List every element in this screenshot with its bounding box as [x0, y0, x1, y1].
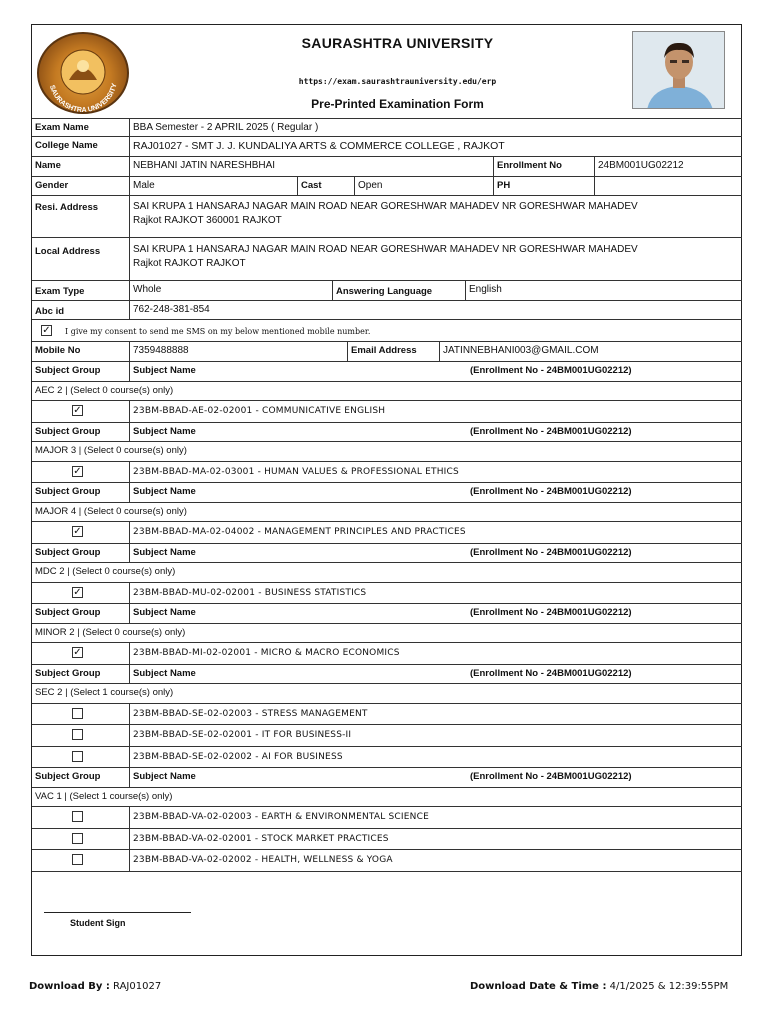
subject-name: 23BM-BBAD-MA-02-04002 - MANAGEMENT PRINCIPLES AND PRACTICES — [129, 522, 742, 543]
download-date-value: 4/1/2025 & 12:39:55PM — [609, 981, 729, 992]
subject-group-label: Subject Group — [35, 607, 101, 618]
row-college-name — [32, 137, 742, 157]
resi-address-label: Resi. Address — [35, 202, 99, 213]
cast-label: Cast — [297, 177, 354, 195]
subject-checkbox[interactable]: ✓ — [73, 465, 82, 477]
subject-row — [32, 725, 742, 747]
subject-row — [32, 807, 742, 829]
student-sign-label: Student Sign — [70, 918, 126, 928]
group-title-row — [32, 503, 742, 523]
name-value: NEBHANI JATIN NARESHBHAI — [129, 157, 493, 176]
row-mobile — [32, 342, 742, 362]
resi-address-value — [129, 196, 742, 237]
exam-name-value: BBA Semester - 2 APRIL 2025 ( Regular ) — [129, 119, 742, 136]
subject-row — [32, 850, 742, 872]
row-gender — [32, 177, 742, 196]
answering-language-label: Answering Language — [332, 281, 465, 300]
group-title: SEC 2 | (Select 1 course(s) only) — [35, 687, 174, 698]
abc-id-value: 762-248-381-854 — [129, 301, 742, 319]
name-label: Name — [35, 160, 61, 171]
enrollment-header: (Enrollment No - 24BM001UG02212) — [470, 771, 632, 782]
subject-checkbox[interactable] — [72, 811, 83, 822]
enrollment-header: (Enrollment No - 24BM001UG02212) — [470, 607, 632, 618]
logo-text: SAURASHTRA UNIVERSITY — [47, 82, 119, 112]
subject-name-label: Subject Name (Enrollment No - 24BM001UG02212) — [129, 423, 742, 442]
subject-name-label: Subject Name (Enrollment No - 24BM001UG02212) — [129, 362, 742, 381]
mobile-label: Mobile No — [35, 345, 81, 356]
cast-value: Open — [354, 177, 493, 195]
subject-name: 23BM-BBAD-SE-02-02001 - IT FOR BUSINESS-II — [129, 725, 742, 746]
gender-label: Gender — [35, 180, 69, 191]
row-consent — [32, 320, 742, 342]
subject-row — [32, 643, 742, 665]
download-date — [470, 981, 728, 992]
group-title: VAC 1 | (Select 1 course(s) only) — [35, 790, 173, 802]
enrollment-value: 24BM001UG02212 — [594, 157, 742, 176]
subject-name: 23BM-BBAD-SE-02-02003 - STRESS MANAGEMENT — [129, 704, 742, 725]
subject-checkbox[interactable] — [72, 729, 83, 740]
ph-value — [594, 177, 742, 195]
college-name-value: RAJ01027 - SMT J. J. KUNDALIYA ARTS & COMMERCE COLLEGE , RAJKOT — [129, 137, 742, 156]
local-address-value — [129, 238, 742, 280]
subject-row — [32, 704, 742, 726]
group-title: MAJOR 4 | (Select 0 course(s) only) — [35, 505, 187, 517]
enrollment-label: Enrollment No — [493, 157, 594, 176]
resi-address-line-2: Rajkot RAJKOT 360001 RAJKOT — [133, 215, 282, 226]
subject-name: 23BM-BBAD-MU-02-02001 - BUSINESS STATISTICS — [129, 583, 742, 604]
form-title: Pre-Printed Examination Form — [311, 97, 484, 111]
email-value: JATINNEBHANI003@GMAIL.COM — [439, 342, 742, 361]
enrollment-header: (Enrollment No - 24BM001UG02212) — [470, 546, 632, 558]
row-abc-id — [32, 301, 742, 320]
enrollment-header: (Enrollment No - 24BM001UG02212) — [470, 486, 632, 497]
subject-name: 23BM-BBAD-SE-02-02002 - AI FOR BUSINESS — [129, 747, 742, 768]
subject-header-row — [32, 604, 742, 624]
resi-address-line-1: SAI KRUPA 1 HANSARAJ NAGAR MAIN ROAD NEAR GORESHWAR MAHADEV NR GORESHWAR MAHADEV — [133, 201, 638, 212]
group-title-row — [32, 788, 742, 808]
download-by-value: RAJ01027 — [113, 981, 162, 992]
download-by — [29, 981, 161, 992]
enrollment-header: (Enrollment No - 24BM001UG02212) — [470, 365, 632, 376]
mobile-value: 7359488888 — [129, 342, 347, 361]
group-title-row — [32, 684, 742, 704]
subject-group-label: Subject Group — [35, 425, 101, 437]
subject-header-row — [32, 362, 742, 382]
local-address-line-2: Rajkot RAJKOT RAJKOT — [133, 258, 246, 269]
subject-name: 23BM-BBAD-MI-02-02001 - MICRO & MACRO ECONOMICS — [129, 643, 742, 664]
subject-name: 23BM-BBAD-VA-02-02002 - HEALTH, WELLNESS & YOGA — [129, 850, 742, 871]
subject-group-label: Subject Group — [35, 667, 101, 679]
exam-type-value: Whole — [129, 281, 332, 300]
subject-checkbox[interactable]: ✓ — [73, 405, 82, 416]
subject-checkbox[interactable] — [72, 708, 83, 719]
subject-checkbox[interactable] — [72, 751, 83, 762]
consent-checkbox[interactable]: ✓ — [42, 325, 51, 336]
gender-value: Male — [129, 177, 297, 195]
student-photo — [632, 31, 725, 109]
subject-row — [32, 747, 742, 769]
college-name-label: College Name — [35, 140, 98, 151]
subject-header-row — [32, 544, 742, 564]
local-address-line-1: SAI KRUPA 1 HANSARAJ NAGAR MAIN ROAD NEAR GORESHWAR MAHADEV NR GORESHWAR MAHADEV — [133, 244, 638, 255]
subject-row — [32, 583, 742, 605]
email-label: Email Address — [347, 342, 439, 361]
enrollment-header: (Enrollment No - 24BM001UG02212) — [470, 425, 632, 437]
row-local-address — [32, 238, 742, 281]
enrollment-header: (Enrollment No - 24BM001UG02212) — [470, 667, 632, 679]
group-title: MDC 2 | (Select 0 course(s) only) — [35, 566, 176, 577]
subject-checkbox[interactable] — [72, 854, 83, 865]
subject-name-label: Subject Name (Enrollment No - 24BM001UG02212) — [129, 665, 742, 684]
row-resi-address — [32, 196, 742, 238]
subject-header-row — [32, 423, 742, 443]
subject-row — [32, 829, 742, 851]
portal-url: https://exam.saurashtrauniversity.edu/erp — [298, 77, 497, 86]
subject-header-row — [32, 768, 742, 788]
group-title-row — [32, 624, 742, 644]
subject-group-label: Subject Group — [35, 486, 101, 497]
subject-checkbox[interactable] — [72, 833, 83, 844]
group-title-row — [32, 563, 742, 583]
abc-id-label: Abc id — [35, 306, 65, 317]
subject-name-label: Subject Name (Enrollment No - 24BM001UG02212) — [129, 544, 742, 563]
subject-header-row — [32, 665, 742, 685]
consent-text: I give my consent to send me SMS on my below mentioned mobile number. — [65, 327, 371, 336]
subject-name: 23BM-BBAD-VA-02-02001 - STOCK MARKET PRACTICES — [129, 829, 742, 850]
subject-checkbox[interactable]: ✓ — [73, 526, 82, 537]
download-by-label: Download By : — [29, 981, 110, 992]
subject-header-row — [32, 483, 742, 503]
subject-row — [32, 462, 742, 484]
subject-name-label: Subject Name (Enrollment No - 24BM001UG02212) — [129, 483, 742, 502]
subject-checkbox[interactable]: ✓ — [73, 647, 82, 658]
answering-language-value: English — [465, 281, 742, 300]
subject-name: 23BM-BBAD-AE-02-02001 - COMMUNICATIVE ENGLISH — [129, 401, 742, 422]
group-title-row — [32, 382, 742, 402]
subject-group-label: Subject Group — [35, 546, 101, 558]
subject-row — [32, 522, 742, 544]
download-date-label: Download Date & Time : — [470, 981, 607, 992]
group-title-row — [32, 442, 742, 462]
group-title: AEC 2 | (Select 0 course(s) only) — [35, 384, 174, 396]
row-exam-type — [32, 281, 742, 301]
exam-name-label: Exam Name — [35, 122, 89, 133]
subject-name: 23BM-BBAD-VA-02-02003 - EARTH & ENVIRONMENTAL SCIENCE — [129, 807, 742, 828]
subject-checkbox[interactable]: ✓ — [73, 586, 82, 598]
subject-name-label: Subject Name (Enrollment No - 24BM001UG02212) — [129, 604, 742, 623]
group-title: MINOR 2 | (Select 0 course(s) only) — [35, 626, 186, 638]
exam-type-label: Exam Type — [35, 286, 85, 297]
university-logo — [37, 32, 129, 114]
subject-name: 23BM-BBAD-MA-02-03001 - HUMAN VALUES & PROFESSIONAL ETHICS — [129, 462, 742, 483]
student-sign-line — [44, 912, 191, 913]
row-name — [32, 157, 742, 177]
group-title: MAJOR 3 | (Select 0 course(s) only) — [35, 445, 187, 456]
local-address-label: Local Address — [35, 246, 101, 257]
row-exam-name — [32, 118, 742, 137]
university-title: SAURASHTRA UNIVERSITY — [301, 35, 494, 51]
ph-label: PH — [493, 177, 594, 195]
subject-group-label: Subject Group — [35, 771, 101, 782]
subject-group-label: Subject Group — [35, 365, 101, 376]
subject-name-label: Subject Name (Enrollment No - 24BM001UG02212) — [129, 768, 742, 787]
subject-row — [32, 401, 742, 423]
